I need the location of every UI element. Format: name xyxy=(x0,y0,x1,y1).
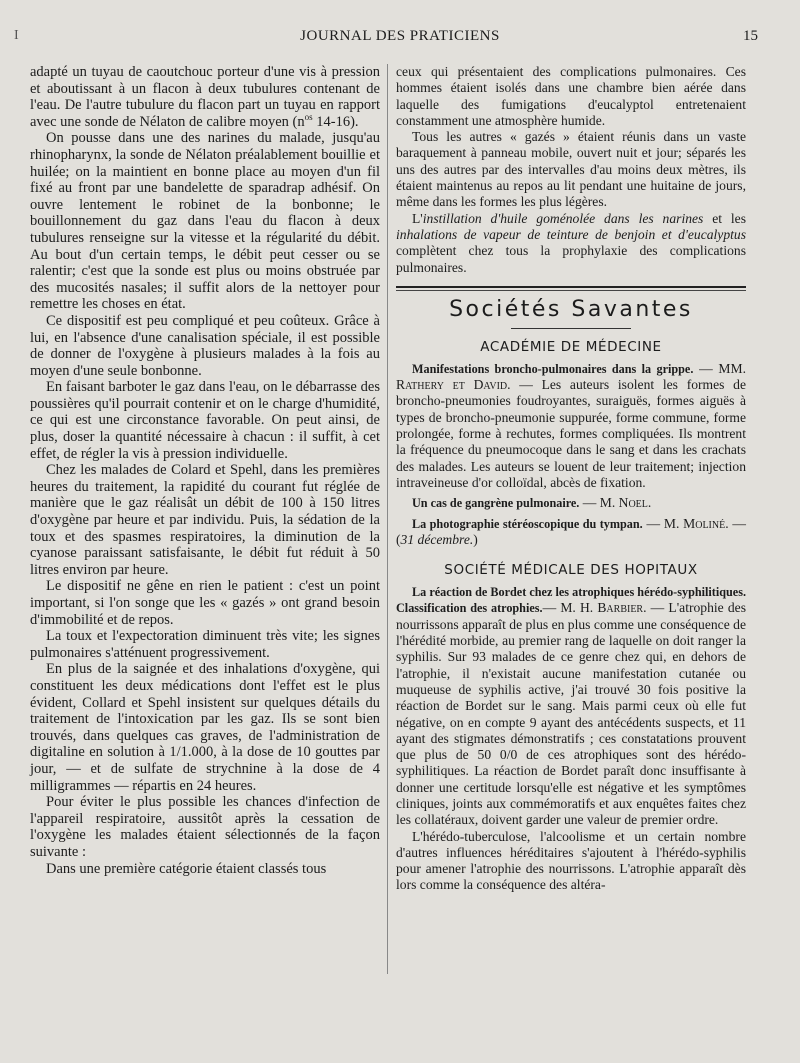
paragraph: Tous les autres « gazés » étaient réunis dans un vaste baraquement à panneau mobile, ouvert nuit et jour; séparés les uns des autres par des intervalles d'au moins deux mètres, ils étaient maintenus au repos au lit pendant une huitaine de jours, même dans les formes les plus légères. xyxy=(396,129,746,210)
paragraph: En plus de la saignée et des inhalations d'oxygène, qui constituent les deux médications dont l'effet est le plus évident, Collard et Spehl insistent sur quelques détails du traitement de l'intoxication par les gaz. Ils se sont bien trouvés, dans quelques cas graves, de l'administration de digitaline en solution à 1/1.000, à la dose de 10 gouttes par jour, — et de sulfate de strychnine à la dose de 4 milligrammes — répartis en 24 heures. xyxy=(30,661,380,794)
paragraph: Pour éviter le plus possible les chances d'infection de l'appareil respiratoire, aussitôt après la cessation de l'oxygène les malades étaient sélectionnés de la façon suivante : xyxy=(30,794,380,860)
paragraph-text: et les xyxy=(703,210,746,226)
section-rule xyxy=(396,286,746,291)
entry-reaction-bordet xyxy=(396,584,746,828)
entry-text: — MM. xyxy=(693,360,746,376)
paragraph: ceux qui présentaient des complications pulmonaires. Ces hommes étaient isolés dans une chambre bien aérée dans laquelle des fumigations d'eucalyptol entretenaient constamment une atmosphère humide. xyxy=(396,64,746,128)
paragraph: Dans une première catégorie étaient classés tous xyxy=(46,860,327,877)
journal-title: JOURNAL DES PRATICIENS xyxy=(300,28,500,44)
paragraph-text: adapté un tuyau de caoutchouc porteur d'une vis à pression et aboutissant à un flacon à deux tubulures contenant de l'eau. De l'autre tubulure du flacon part un tuyau en rapport avec une sonde de Nélaton de calibre moyen (n xyxy=(30,64,380,130)
heading-underline xyxy=(511,328,631,329)
entry-authors: Barbier. xyxy=(597,600,647,616)
entry-tympan xyxy=(396,516,746,549)
paragraph: Le dispositif ne gêne en rien le patient : c'est un point important, si l'on songe que les « gazés » ont grand besoin d'immobilité et de repos. xyxy=(30,578,380,628)
paragraph xyxy=(396,211,746,276)
entry-authors: Moliné. xyxy=(683,515,729,531)
paragraph: On pousse dans une des narines du malade, jusqu'au rhinopharynx, la sonde de Nélaton préalablement bouillie et huilée; on la maintient en bonne place au moyen d'un fil fixé au front par une bandelette de sparadrap adhésif. On ouvre lentement le robinet de la bonbonne; le bouillonnement du gaz dans l'eau du flacon à deux tubulures renseigne sur la vitesse et la régularité du débit. Au bout d'un certain temps, le débit peut cesser ou se ralentir; c'est que la sonde est plus ou moins obstruée par des mucosités nasales; il suffit alors de la nettoyer pour remettre les choses en état. xyxy=(30,130,380,313)
entry-text: — L'atrophie des nourrissons apparaît de plus en plus comme une conséquence de l'hérédité morbide, au premier rang de laquelle on doit ranger la syphilis. Sur 93 malades de ce genre chez qui, en dehors de l'atrophie, il n'existait aucune manifestation cutanée ou muqueuse de syphilis active, j'ai trouvé 30 fois positive la réaction de Bordet sur le sang. Mais parmi ceux où elle fut négative, on en compte 9 ayant des antécédents suspects, et 11 ayant des stigmates démonstratifs ; ces constatations prouvent que plus de 50 0/0 de ces atrophiques sont des hérédo-syphilitiques. La réaction de Bordet paraît donc insuffisante à donner une certitude lorsqu'elle est négative et les symptômes cliniques, joints aux commémoratifs et aux enquêtes faites chez les collatéraux, doivent garder une valeur de premier ordre. xyxy=(396,600,746,828)
left-column xyxy=(30,64,380,877)
superscript: os xyxy=(304,111,313,122)
entry-broncho-pulmonaires xyxy=(396,361,746,491)
right-column xyxy=(396,64,746,894)
entry-text: — M. H. xyxy=(542,600,598,616)
paragraph: L'hérédo-tuberculose, l'alcoolisme et un certain nombre d'autres influences héréditaires s'ajoutent à l'hérédo-syphilis pour amener l'atrophie des nourrissons. L'atrophie apparaît dès lors comme la conséquence des altéra- xyxy=(396,828,746,893)
entry-authors: Noel. xyxy=(618,495,652,511)
subsection-heading-hopitaux: SOCIÉTÉ MÉDICALE DES HOPITAUX xyxy=(444,562,698,579)
italic-text: inhalations de vapeur de teinture de benjoin et d'eucalyptus xyxy=(396,226,746,242)
entry-gangrene xyxy=(396,495,746,511)
column-divider xyxy=(387,64,388,974)
entry-title: La réaction de Bordet chez les atrophiques hérédo-syphilitiques. Classification des atrophies. xyxy=(396,585,746,616)
italic-text: instillation d'huile goménolée dans les narines xyxy=(422,210,704,226)
entry-date: 31 décembre. xyxy=(400,531,474,547)
entry-title: Manifestations broncho-pulmonaires dans la grippe. xyxy=(412,361,694,376)
entry-text: ) xyxy=(473,531,478,547)
paragraph: Ce dispositif est peu compliqué et peu coûteux. Grâce à lui, en l'absence d'une canalisation spéciale, il est possible de donner de l'oxygène à plusieurs malades à la fois au moyen d'une seule bonbonne. xyxy=(30,312,380,379)
entry-authors: Rathery et David. xyxy=(396,377,511,393)
entry-text: — M. xyxy=(642,515,684,531)
paragraph: La toux et l'expectoration diminuent très vite; les signes pulmonaires s'atténuent progressivement. xyxy=(30,628,380,661)
running-header xyxy=(0,28,800,46)
entry-title: La photographie stéréoscopique du tympan. xyxy=(412,516,643,531)
entry-text: — M. xyxy=(579,495,619,511)
section-heading: Sociétés Savantes xyxy=(449,296,693,322)
paragraph-text: L' xyxy=(412,210,423,226)
paragraph-text: 14-16). xyxy=(312,113,359,130)
paragraph: Chez les malades de Colard et Spehl, dans les premières heures du traitement, la rapidité du courant fut réglée de manière que le gaz réalisât un débit de 100 à 150 litres d'oxygène par heure et par individu. Puis, la sédation de la toux et des spasmes respiratoires, la diminution de la cyanose paraissant satisfaisante, le débit fut réduit à 50 litres environ par heure. xyxy=(30,462,380,578)
entry-text: — Les auteurs isolent les formes de broncho-pneumonies foudroyantes, suraiguës, formes aiguës à types de broncho-pneumonie suppurée, forme commune, forme prolongée, forme à rechutes, formes compliquées. Ils montrent la fréquence du pneumocoque dans le sang et dans les crachats des malades. Les auteurs se louent de leur traitement; injection intraveineuse d'or colloïdal, abcès de fixation. xyxy=(396,377,746,490)
paragraph-text: complètent chez tous la prophylaxie des complications pulmonaires. xyxy=(396,243,746,275)
margin-mark: I xyxy=(14,28,19,43)
entry-title: Un cas de gangrène pulmonaire. xyxy=(412,496,580,511)
subsection-heading-academie: ACADÉMIE DE MÉDECINE xyxy=(480,338,662,355)
paragraph xyxy=(30,64,380,130)
page-number: 15 xyxy=(743,28,758,44)
entry-text: — ( xyxy=(396,515,746,547)
paragraph: En faisant barboter le gaz dans l'eau, on le débarrasse des poussières qu'il pourrait contenir et on le charge d'humidité, ce qui est une circonstance favorable. On peut ainsi, de plus, doser la quantité nécessaire à chacun : il suffit, à cet effet, de régler la vis à pression individuelle. xyxy=(30,379,380,462)
